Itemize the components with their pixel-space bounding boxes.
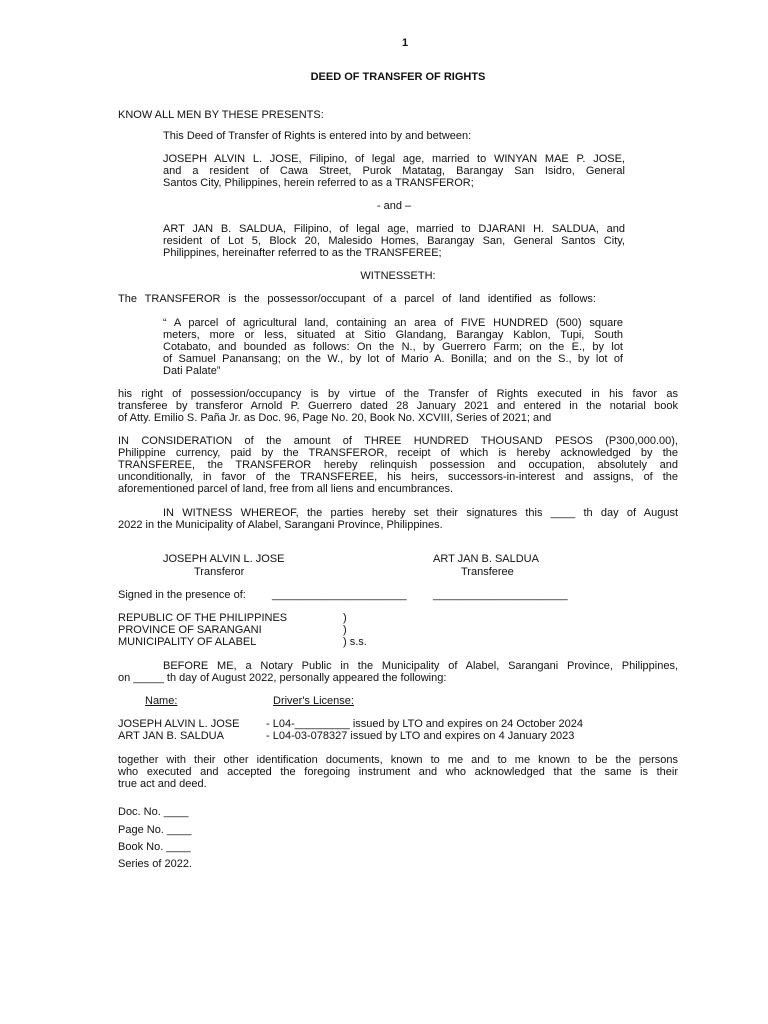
venue-line: MUNICIPALITY OF ALABEL (118, 636, 257, 648)
presence-label: Signed in the presence of: (118, 589, 246, 601)
quote-line: Dati Palate” (163, 365, 221, 377)
book-number: Book No. ____ (118, 841, 191, 853)
paragraph-line: true act and deed. (118, 778, 207, 790)
page-number: 1 (401, 37, 409, 49)
doc-number: Doc. No. ____ (118, 806, 189, 818)
paragraph-line: and a resident of Cawa Street, Purok Matatag, Barangay San Isidro, General (163, 165, 625, 177)
document-title: DEED OF TRANSFER OF RIGHTS (310, 71, 486, 83)
paragraph-line: aforementioned parcel of land, free from all liens and encumbrances. (118, 483, 454, 495)
paragraph-line: who executed and accepted the foregoing instrument and who acknowledged that the same is their (118, 766, 678, 778)
signatory-role: Transferor (194, 566, 245, 578)
quote-line: Cotabato, and bounded as follows: On the N., by Guerrero Farm; on the E., by lot (163, 341, 623, 353)
venue-bracket: ) s.s. (343, 636, 367, 648)
name-header: Name: (145, 695, 178, 707)
paragraph-line: together with their other identification documents, known to me and to me known to be the persons (118, 754, 678, 766)
venue-bracket: ) (343, 612, 347, 624)
paragraph-line: his right of possession/occupancy is by virtue of the Transfer of Rights executed in his favor as (118, 388, 678, 400)
paragraph-line: resident of Lot 5, Block 20, Malesido Homes, Barangay San, General Santos City, (163, 235, 625, 247)
paragraph-line: unconditionally, in favor of the TRANSFEREE, his heirs, successors-in-interest and assigns, of the (118, 471, 678, 483)
signatory-name: ART JAN B. SALDUA (433, 553, 539, 565)
series-year: Series of 2022. (118, 858, 192, 870)
license-header: Driver's License: (273, 695, 354, 707)
possessor-line: The TRANSFEROR is the possessor/occupant of a parcel of land identified as follows: (118, 293, 596, 305)
paragraph-line: IN WITNESS WHEREOF, the parties hereby set their signatures this ____ th day of August (163, 507, 678, 519)
id-name: ART JAN B. SALDUA (118, 730, 224, 742)
id-license: - L04-_________ issued by LTO and expires on 24 October 2024 (266, 718, 583, 730)
paragraph-line: IN CONSIDERATION of the amount of THREE HUNDRED THOUSAND PESOS (P300,000.00), (118, 435, 678, 447)
paragraph-line: TRANSFEREE, the TRANSFEROR hereby relinquish possession and occupation, absolutely and (118, 459, 678, 471)
paragraph-line: ART JAN B. SALDUA, Filipino, of legal age, married to DJARANI H. SALDUA, and (163, 223, 625, 235)
paragraph-line: of Atty. Emilio S. Paña Jr. as Doc. 96, Page No. 20, Book No. XCVIII, Series of 2021; and (118, 412, 552, 424)
paragraph-line: transferee by transferor Arnold P. Guerrero dated 28 January 2021 and entered in the notarial book (118, 400, 678, 412)
venue-line: REPUBLIC OF THE PHILIPPINES (118, 612, 288, 624)
signatory-name: JOSEPH ALVIN L. JOSE (163, 553, 285, 565)
signatory-role: Transferee (461, 566, 514, 578)
venue-line: PROVINCE OF SARANGANI (118, 624, 262, 636)
paragraph-line: Philippine currency, paid by the TRANSFEROR, receipt of which is hereby acknowledged by the (118, 447, 678, 459)
and-separator: - and – (376, 200, 412, 212)
witnesseth-heading: WITNESSETH: (360, 270, 436, 282)
paragraph-line: 2022 in the Municipality of Alabel, Sarangani Province, Philippines. (118, 519, 443, 531)
quote-line: of Samuel Panansang; on the W., by lot of Mario A. Bonilla; and on the S., by lot of (163, 353, 623, 365)
paragraph-line: JOSEPH ALVIN L. JOSE, Filipino, of legal age, married to WINYAN MAE P. JOSE, (163, 153, 625, 165)
quote-line: meters, more or less, situated at Sitio Glandang, Barangay Kablon, Tupi, South (163, 329, 623, 341)
page-number-entry: Page No. ____ (118, 824, 192, 836)
venue-bracket: ) (343, 624, 347, 636)
paragraph-line: BEFORE ME, a Notary Public in the Municipality of Alabel, Sarangani Province, Philippines, (163, 660, 678, 672)
paragraph-line: Santos City, Philippines, herein referred to as a TRANSFEROR; (163, 177, 474, 189)
signature-blank: ______________________ (433, 589, 568, 601)
paragraph-line: Philippines, hereinafter referred to as the TRANSFEREE; (163, 247, 442, 259)
intro-line: This Deed of Transfer of Rights is entered into by and between: (163, 130, 472, 142)
paragraph-line: on _____ th day of August 2022, personally appeared the following: (118, 672, 447, 684)
opening-line: KNOW ALL MEN BY THESE PRESENTS: (118, 109, 324, 121)
signature-blank: ______________________ (272, 589, 407, 601)
quote-line: “ A parcel of agricultural land, containing an area of FIVE HUNDRED (500) square (163, 317, 623, 329)
id-license: - L04-03-078327 issued by LTO and expires on 4 January 2023 (266, 730, 575, 742)
id-name: JOSEPH ALVIN L. JOSE (118, 718, 240, 730)
